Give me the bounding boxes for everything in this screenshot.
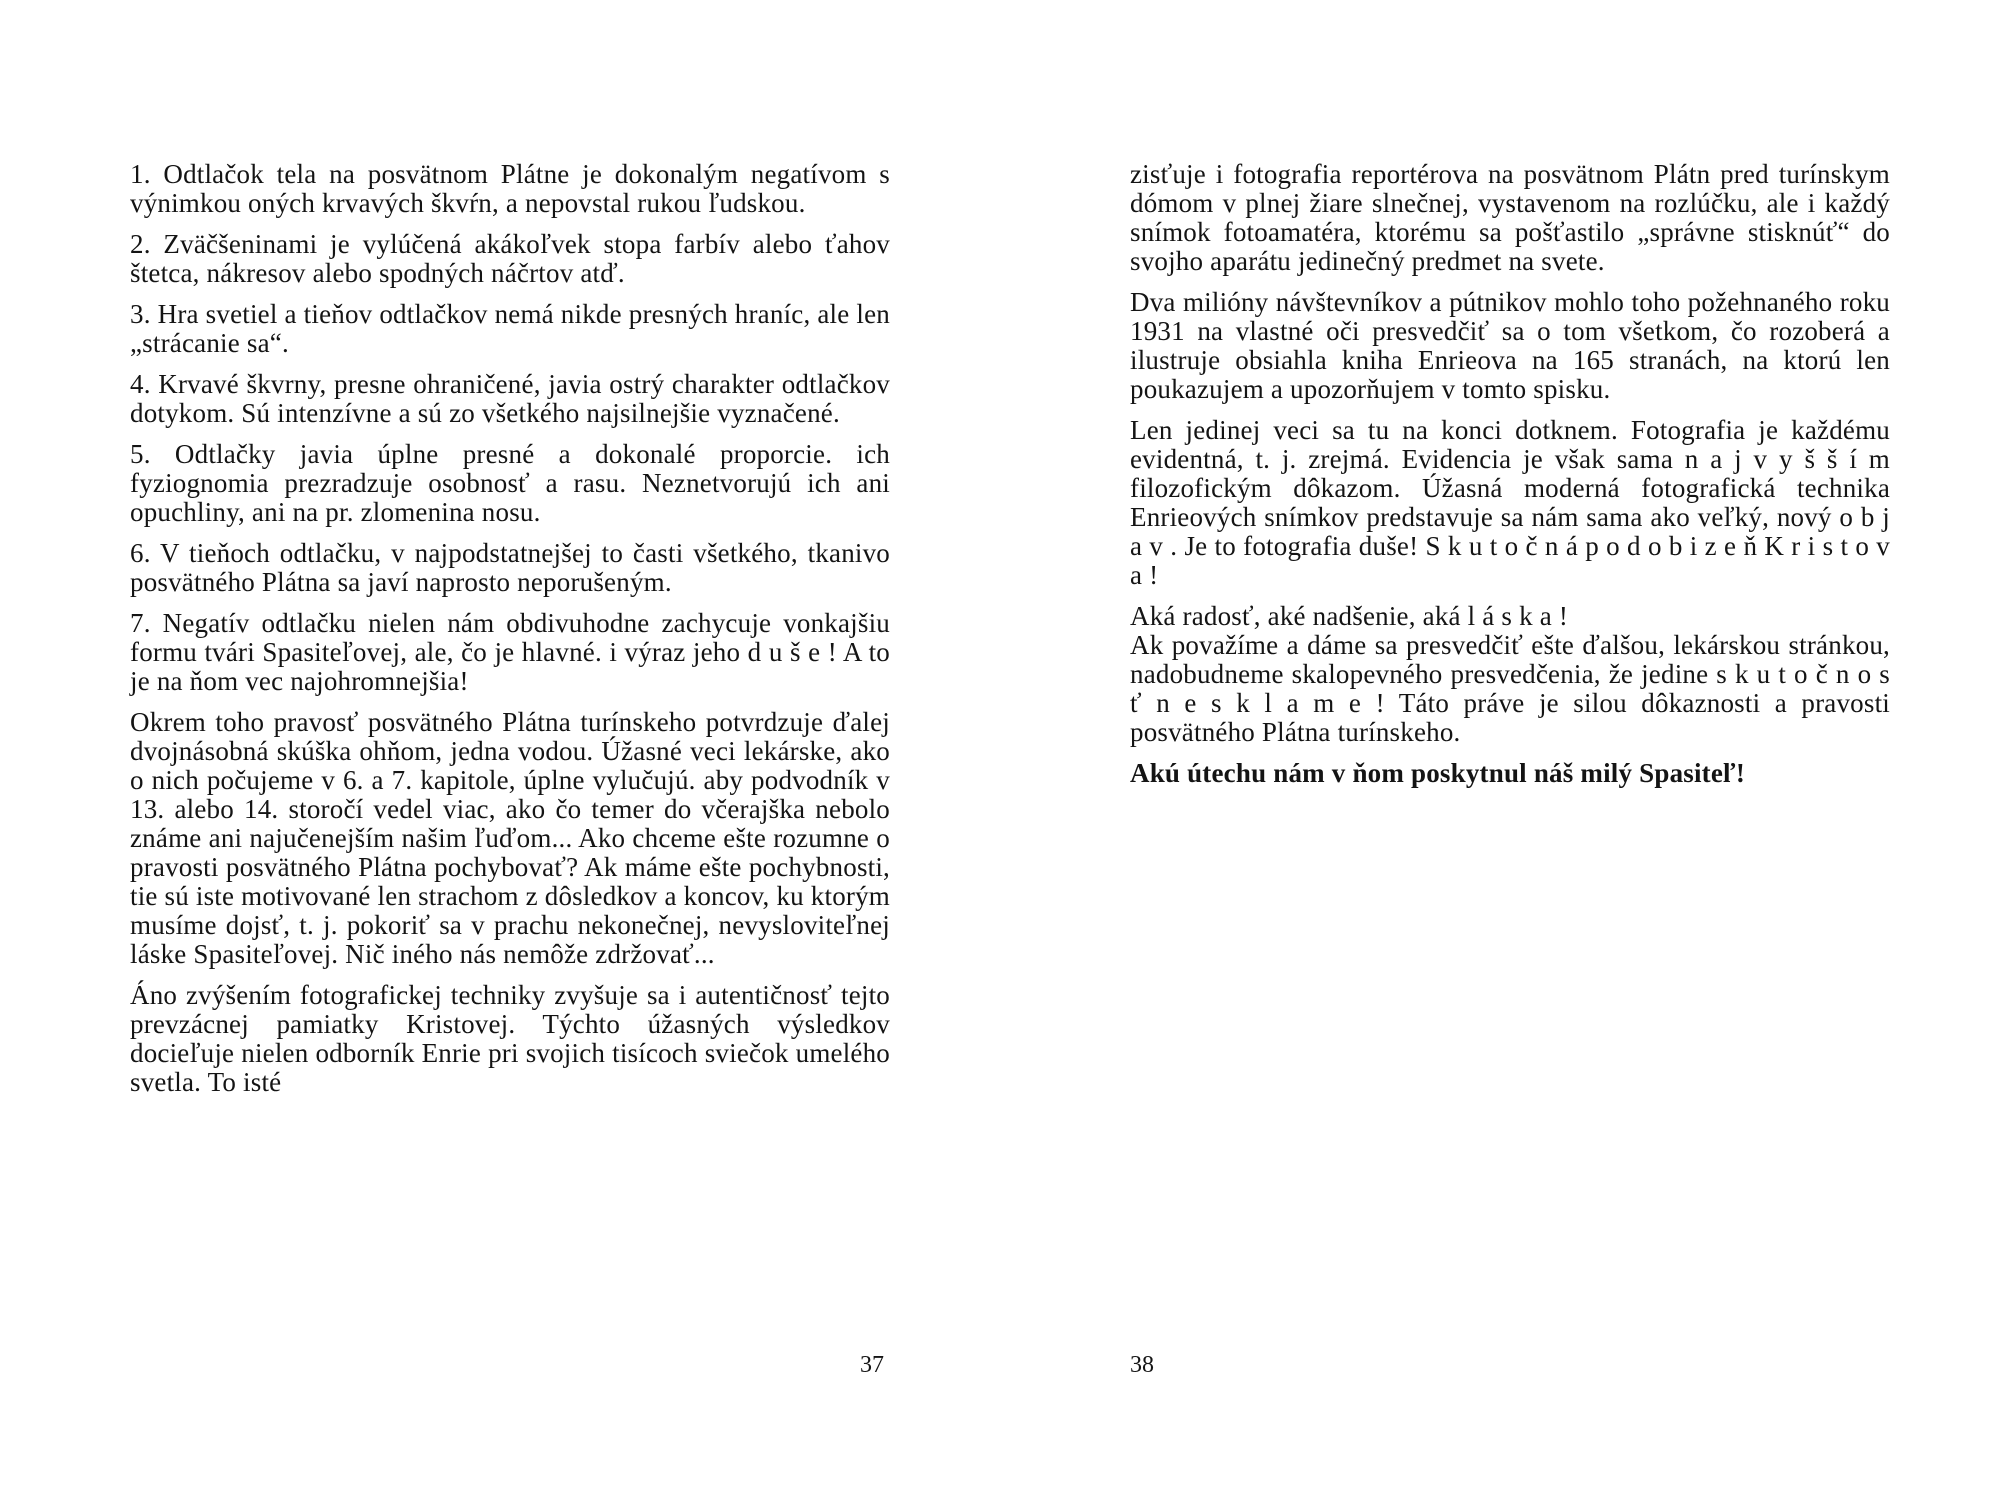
- left-text-column: [130, 160, 890, 1109]
- left-paragraph-4: 4. Krvavé škvrny, presne ohraničené, javia ostrý charakter odtlačkov dotykom. Sú intenzívne a sú zo všetkého najsilnejšie vyznačené.: [130, 369, 890, 428]
- left-paragraph-3: 3. Hra svetiel a tieňov odtlačkov nemá nikde presných hraníc, ale len „strácanie sa“.: [130, 299, 890, 358]
- left-paragraph-1: 1. Odtlačok tela na posvätnom Plátne je dokonalým negatívom s výnimkou oných krvavých škvŕn, a nepovstal rukou ľudskou.: [130, 159, 890, 218]
- right-paragraph-5: Akú útechu nám v ňom poskytnul náš milý Spasiteľ!: [1130, 758, 1746, 788]
- left-paragraph-2: 2. Zväčšeninami je vylúčená akákoľvek stopa farbív alebo ťahov štetca, nákresov alebo spodných náčrtov atď.: [130, 229, 890, 288]
- left-paragraph-7: 7. Negatív odtlačku nielen nám obdivuhodne zachycuje vonkajšiu formu tvári Spasiteľovej, ale, čo je hlavné. i výraz jeho d u š e ! A to je na ňom vec najohromnejšia!: [130, 608, 890, 696]
- left-paragraph-8: Okrem toho pravosť posvätného Plátna turínskeho potvrdzuje ďalej dvojnásobná skúška ohňom, jedna vodou. Úžasné veci lekárske, ako o nich počujeme v 6. a 7. kapitole, úplne vylučujú. aby podvodník v 13. alebo 14. storočí vedel viac, ako čo temer do včerajška nebolo známe ani najučenejším našim ľuďom... Ako chceme ešte rozumne o pravosti posvätného Plátna pochybovať? Ak máme ešte pochybnosti, tie sú iste motivované len strachom z dôsledkov a koncov, ku ktorým musíme dojsť, t. j. pokoriť sa v prachu nekonečnej, nevysloviteľnej láske Spasiteľovej. Nič iného nás nemôže zdržovať...: [130, 707, 890, 969]
- right-paragraph-1: zisťuje i fotografia reportérova na posvätnom Plátn pred turínskym dómom v plnej žiare slnečnej, vystavenom na rozlúčku, ale i každý snímok fotoamatéra, ktorému sa pošťastilo „správne stisknúť“ do svojho aparátu jedinečný predmet na svete.: [1130, 159, 1890, 276]
- right-paragraph-4: Aká radosť, aké nadšenie, aká l á s k a ! Ak považíme a dáme sa presvedčiť ešte ďalšou, lekárskou stránkou, nadobudneme skalopevného presvedčenia, že jedine s k u t o č n o s ť n e s k l a m e ! Táto práve je silou dôkaznosti a pravosti posvätného Plátna turínskeho.: [1130, 601, 1890, 747]
- left-paragraph-6: 6. V tieňoch odtlačku, v najpodstatnejšej to časti všetkého, tkanivo posvätného Plátna sa javí naprosto neporušeným.: [130, 538, 890, 597]
- right-paragraph-2: Dva milióny návštevníkov a pútnikov mohlo toho požehnaného roku 1931 na vlastné oči presvedčiť sa o tom všetkom, čo rozoberá a ilustruje obsiahla kniha Enrieova na 165 stranách, na ktorú len poukazujem a upozorňujem v tomto spisku.: [1130, 287, 1890, 404]
- page-number-left: 37: [860, 1352, 884, 1378]
- right-paragraph-3: Len jedinej veci sa tu na konci dotknem. Fotografia je každému evidentná, t. j. zrejmá. Evidencia je však sama n a j v y š š í m filozofickým dôkazom. Úžasná moderná fotografická technika Enrieových snímkov predstavuje sa nám sama ako veľký, nový o b j a v . Je to fotografia duše! S k u t o č n á p o d o b i z e ň K r i s t o v a !: [1130, 415, 1890, 590]
- left-paragraph-9: Áno zvýšením fotografickej techniky zvyšuje sa i autentičnosť tejto prevzácnej pamiatky Kristovej. Týchto úžasných výsledkov docieľuje nielen odborník Enrie pri svojich tisícoch sviečok umelého svetla. To isté: [130, 980, 890, 1097]
- page-number-right: 38: [1130, 1352, 1154, 1378]
- left-paragraph-5: 5. Odtlačky javia úplne presné a dokonalé proporcie. ich fyziognomia prezradzuje osobnosť a rasu. Neznetvorujú ich ani opuchliny, ani na pr. zlomenina nosu.: [130, 439, 890, 527]
- right-text-column: [1130, 160, 1890, 800]
